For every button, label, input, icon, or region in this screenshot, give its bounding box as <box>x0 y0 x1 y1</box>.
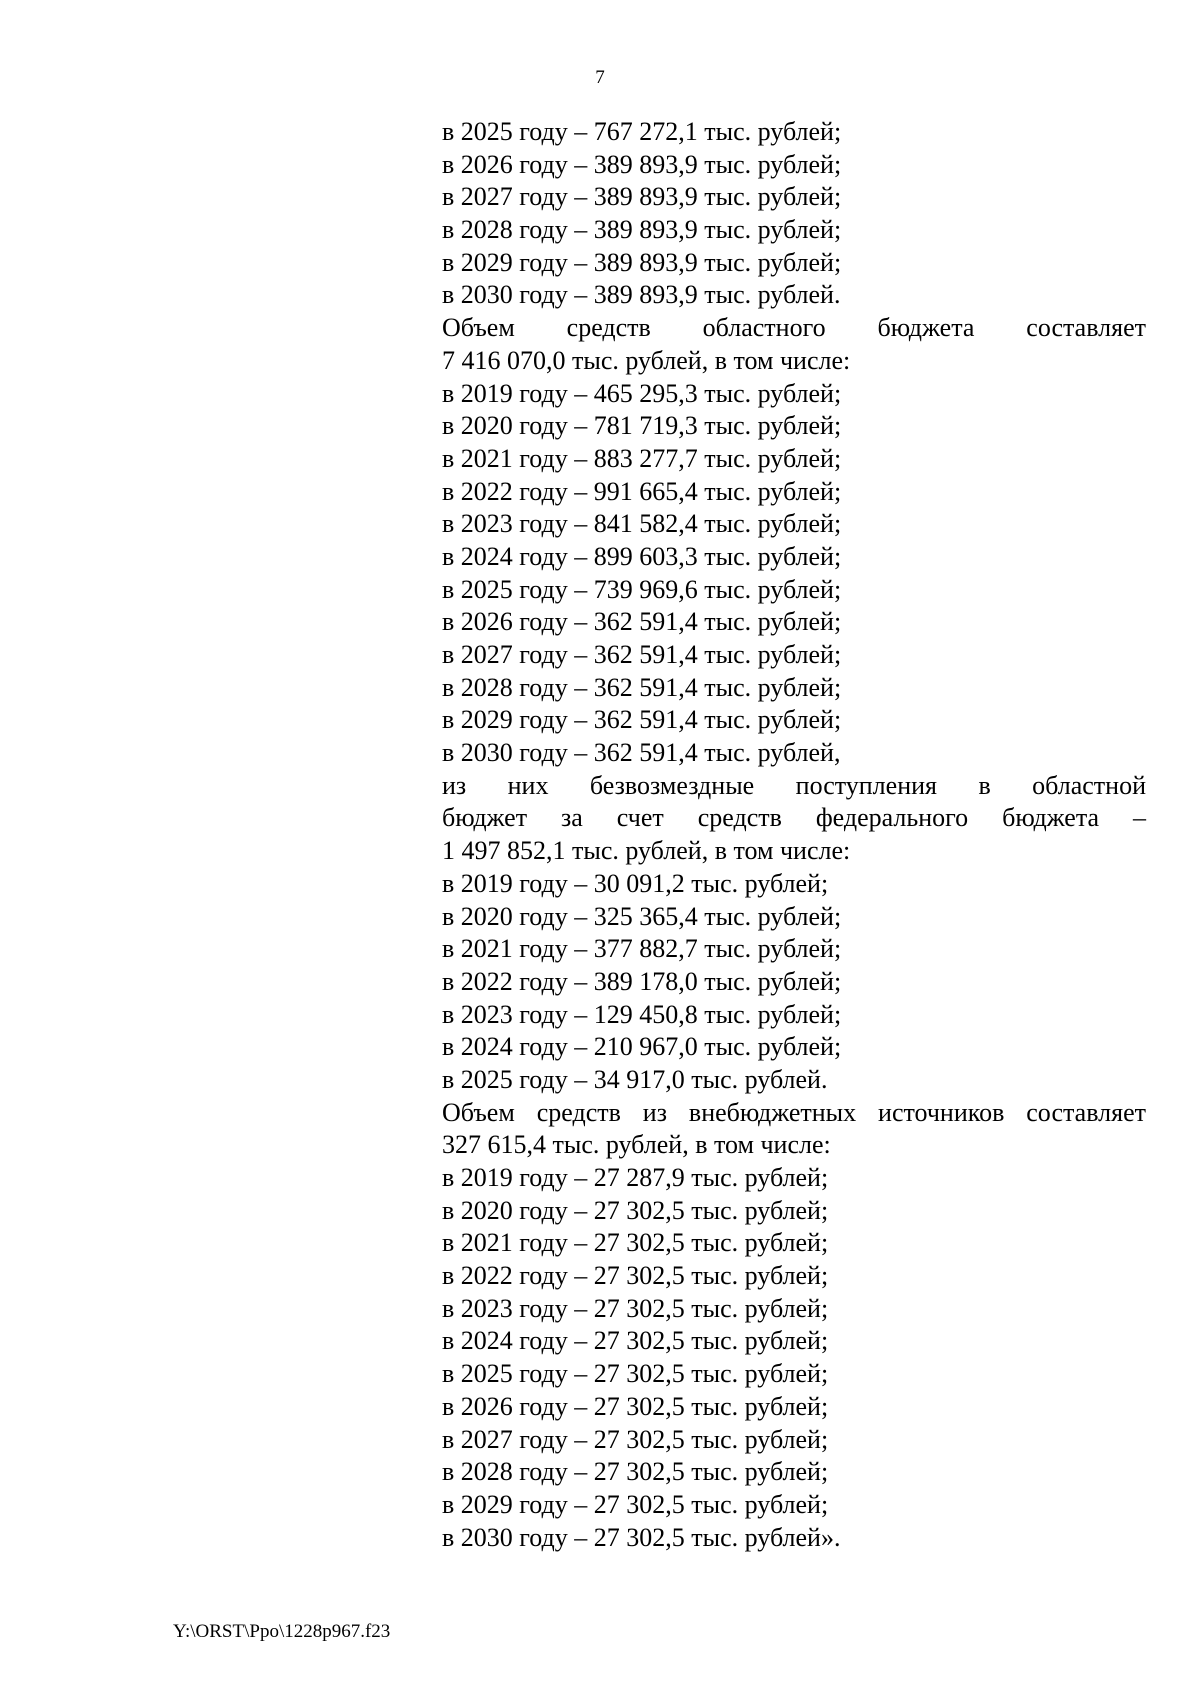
text-line: в 2023 году – 841 582,4 тыс. рублей; <box>442 509 842 539</box>
text-line: 327 615,4 тыс. рублей, в том числе: <box>442 1130 831 1160</box>
text-line: в 2027 году – 389 893,9 тыс. рублей; <box>442 182 842 212</box>
text-line: 1 497 852,1 тыс. рублей, в том числе: <box>442 836 851 866</box>
text-line: в 2027 году – 362 591,4 тыс. рублей; <box>442 640 842 669</box>
text-line: из них безвозмездные поступления в областной <box>442 770 1146 800</box>
text-line: в 2024 году – 210 967,0 тыс. рублей; <box>442 1032 842 1062</box>
text-line: в 2026 году – 362 591,4 тыс. рублей; <box>442 607 842 637</box>
text-line: в 2026 году – 27 302,5 тыс. рублей; <box>442 1391 829 1421</box>
text-line: в 2022 году – 389 178,0 тыс. рублей; <box>442 966 842 996</box>
text-line: в 2028 году – 27 302,5 тыс. рублей; <box>442 1457 829 1487</box>
text-line: в 2028 году – 362 591,4 тыс. рублей; <box>442 672 842 702</box>
text-line: в 2019 году – 27 287,9 тыс. рублей; <box>442 1163 829 1192</box>
text-line: в 2030 году – 362 591,4 тыс. рублей, <box>442 738 841 768</box>
text-line: в 2020 году – 27 302,5 тыс. рублей; <box>442 1195 829 1225</box>
text-line: в 2021 году – 27 302,5 тыс. рублей; <box>442 1228 829 1258</box>
text-line: в 2030 году – 389 893,9 тыс. рублей. <box>442 280 841 310</box>
text-line: в 2030 году – 27 302,5 тыс. рублей». <box>442 1522 841 1552</box>
text-line: в 2021 году – 377 882,7 тыс. рублей; <box>442 934 842 964</box>
text-line: в 2022 году – 27 302,5 тыс. рублей; <box>442 1261 829 1291</box>
text-line: в 2019 году – 30 091,2 тыс. рублей; <box>442 868 829 898</box>
text-line: в 2024 году – 899 603,3 тыс. рублей; <box>442 541 842 571</box>
text-line: Объем средств областного бюджета составляет <box>442 313 1146 343</box>
text-line: в 2022 году – 991 665,4 тыс. рублей; <box>442 476 842 506</box>
text-line: в 2025 году – 767 272,1 тыс. рублей; <box>442 117 842 146</box>
text-line: в 2025 году – 739 969,6 тыс. рублей; <box>442 574 842 604</box>
text-line: в 2021 году – 883 277,7 тыс. рублей; <box>442 443 842 473</box>
text-line: Объем средств из внебюджетных источников составляет <box>442 1097 1146 1127</box>
page-number: 7 <box>595 67 605 88</box>
footer-file-path: Y:\ORST\Ppo\1228p967.f23 <box>173 1621 391 1642</box>
text-line: бюджет за счет средств федерального бюджета – <box>442 803 1146 833</box>
text-line: в 2028 году – 389 893,9 тыс. рублей; <box>442 215 842 245</box>
text-line: в 2025 году – 34 917,0 тыс. рублей. <box>442 1064 828 1094</box>
text-line: в 2027 году – 27 302,5 тыс. рублей; <box>442 1424 829 1454</box>
text-line: в 2029 году – 362 591,4 тыс. рублей; <box>442 705 842 735</box>
text-line: в 2029 году – 389 893,9 тыс. рублей; <box>442 247 842 277</box>
text-line: в 2026 году – 389 893,9 тыс. рублей; <box>442 149 842 179</box>
text-line: в 2020 году – 781 719,3 тыс. рублей; <box>442 411 842 441</box>
text-line: 7 416 070,0 тыс. рублей, в том числе: <box>442 345 851 375</box>
text-line: в 2023 году – 27 302,5 тыс. рублей; <box>442 1293 829 1323</box>
text-line: в 2023 году – 129 450,8 тыс. рублей; <box>442 999 842 1029</box>
text-line: в 2019 году – 465 295,3 тыс. рублей; <box>442 378 842 408</box>
text-line: в 2025 году – 27 302,5 тыс. рублей; <box>442 1359 829 1389</box>
text-line: в 2029 году – 27 302,5 тыс. рублей; <box>442 1489 829 1519</box>
text-line: в 2020 году – 325 365,4 тыс. рублей; <box>442 901 842 931</box>
document-body <box>442 116 1146 1554</box>
text-line: в 2024 году – 27 302,5 тыс. рублей; <box>442 1326 829 1356</box>
